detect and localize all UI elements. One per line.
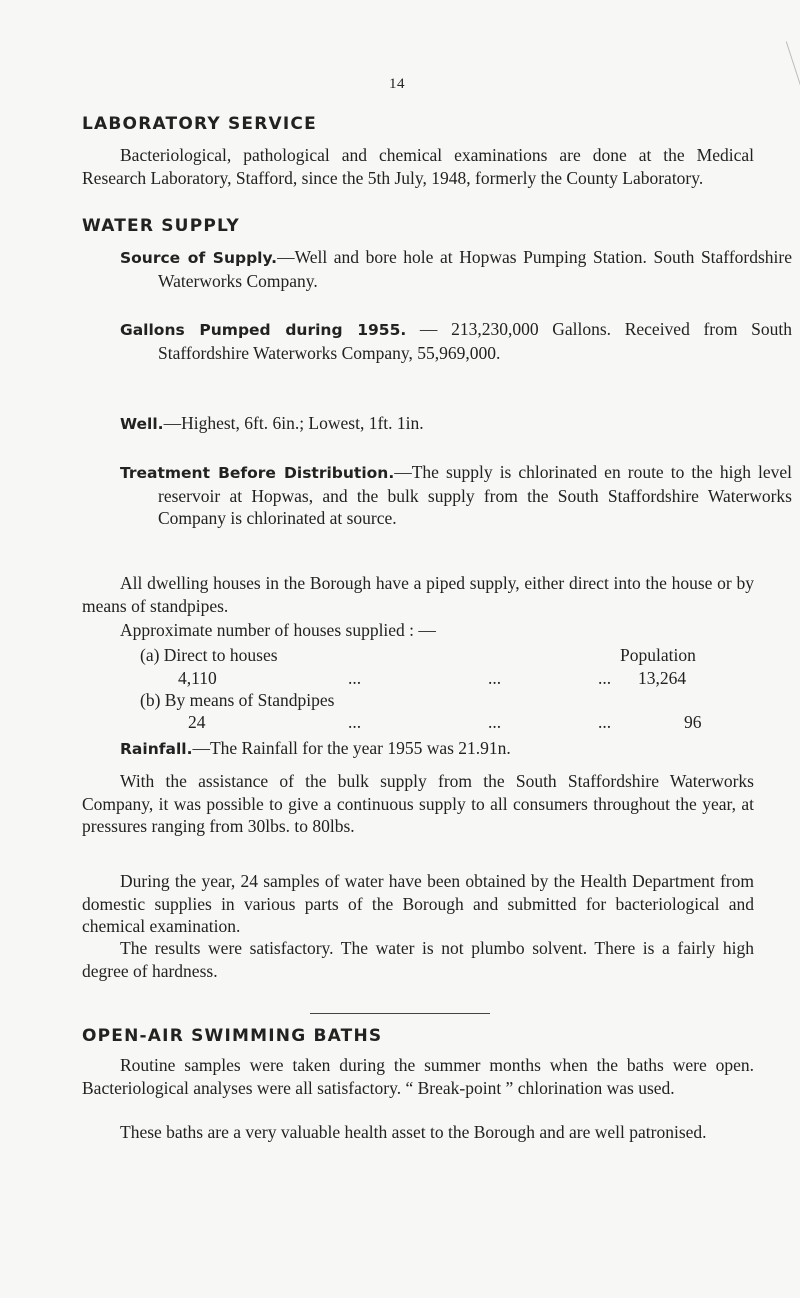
direct-houses-label: (a) Direct to houses — [140, 645, 278, 665]
leader-dots: ... — [598, 712, 612, 732]
source-of-supply-paragraph — [120, 246, 792, 292]
samples-paragraph: During the year, 24 samples of water have been obtained by the Health Department from domestic supplies in various parts of the Borough and submitted for bacteriological and chemical examination. — [82, 871, 754, 936]
swimming-baths-heading: OPEN-AIR SWIMMING BATHS — [82, 1026, 383, 1046]
well-text: —Highest, 6ft. 6in.; Lowest, 1ft. 1in. — [163, 413, 424, 433]
laboratory-paragraph: Bacteriological, pathological and chemical examinations are done at the Medical Research Laboratory, Stafford, since the 5th July, 1948, formerly the County Laboratory. — [82, 145, 754, 188]
leader-dots: ... — [488, 712, 502, 732]
approx-houses-line: Approximate number of houses supplied : — — [120, 620, 436, 640]
gallons-paragraph — [120, 318, 792, 364]
direct-population-count: 13,264 — [638, 668, 687, 688]
laboratory-heading: LABORATORY SERVICE — [82, 114, 317, 134]
standpipes-population-count: 96 — [684, 712, 702, 732]
leader-dots: ... — [598, 668, 612, 688]
leader-dots: ... — [348, 668, 362, 688]
section-divider — [310, 1013, 490, 1014]
leader-dots: ... — [488, 668, 502, 688]
water-supply-heading: WATER SUPPLY — [82, 216, 240, 236]
gallons-text: — 213,230,000 Gallons. Received from South Staffordshire Waterworks Company, 55,969,000. — [158, 319, 793, 363]
well-paragraph — [120, 412, 792, 436]
treatment-lead: Treatment Before Distribution. — [120, 464, 395, 482]
source-lead: Source of Supply. — [120, 249, 278, 267]
rainfall-text: —The Rainfall for the year 1955 was 21.91n. — [192, 738, 511, 758]
rainfall-paragraph — [120, 737, 754, 761]
well-lead: Well. — [120, 415, 164, 433]
direct-houses-count: 4,110 — [178, 668, 217, 688]
population-header: Population — [620, 645, 696, 665]
standpipes-label: (b) By means of Standpipes — [140, 690, 335, 710]
results-paragraph: The results were satisfactory. The water is not plumbo solvent. There is a fairly high degree of hardness. — [82, 938, 754, 981]
treatment-paragraph — [120, 461, 792, 530]
routine-samples-paragraph: Routine samples were taken during the summer months when the baths were open. Bacteriological analyses were all satisfactory. “ Break-point ” chlorination was used. — [82, 1055, 754, 1098]
assistance-paragraph: With the assistance of the bulk supply from the South Staffordshire Waterworks Company, it was possible to give a continuous supply to all consumers throughout the year, at pressures ranging from 30lbs. to 80lbs. — [82, 771, 754, 836]
gallons-lead: Gallons Pumped during 1955. — [120, 321, 407, 339]
rainfall-lead: Rainfall. — [120, 740, 193, 758]
page-number: 14 — [389, 76, 405, 92]
leader-dots: ... — [348, 712, 362, 732]
dwelling-paragraph: All dwelling houses in the Borough have a piped supply, either direct into the house or by means of standpipes. — [82, 573, 754, 616]
page-edge-line — [786, 41, 800, 98]
treatment-text: —The supply is chlorinated en route to the high level reservoir at Hopwas, and the bulk supply from the South Staffordshire Waterworks Company is chlorinated at source. — [158, 462, 792, 528]
standpipes-houses-count: 24 — [188, 712, 206, 732]
source-text: —Well and bore hole at Hopwas Pumping Station. South Staffordshire Waterworks Company. — [158, 247, 792, 291]
health-asset-paragraph: These baths are a very valuable health asset to the Borough and are well patronised. — [120, 1122, 707, 1142]
